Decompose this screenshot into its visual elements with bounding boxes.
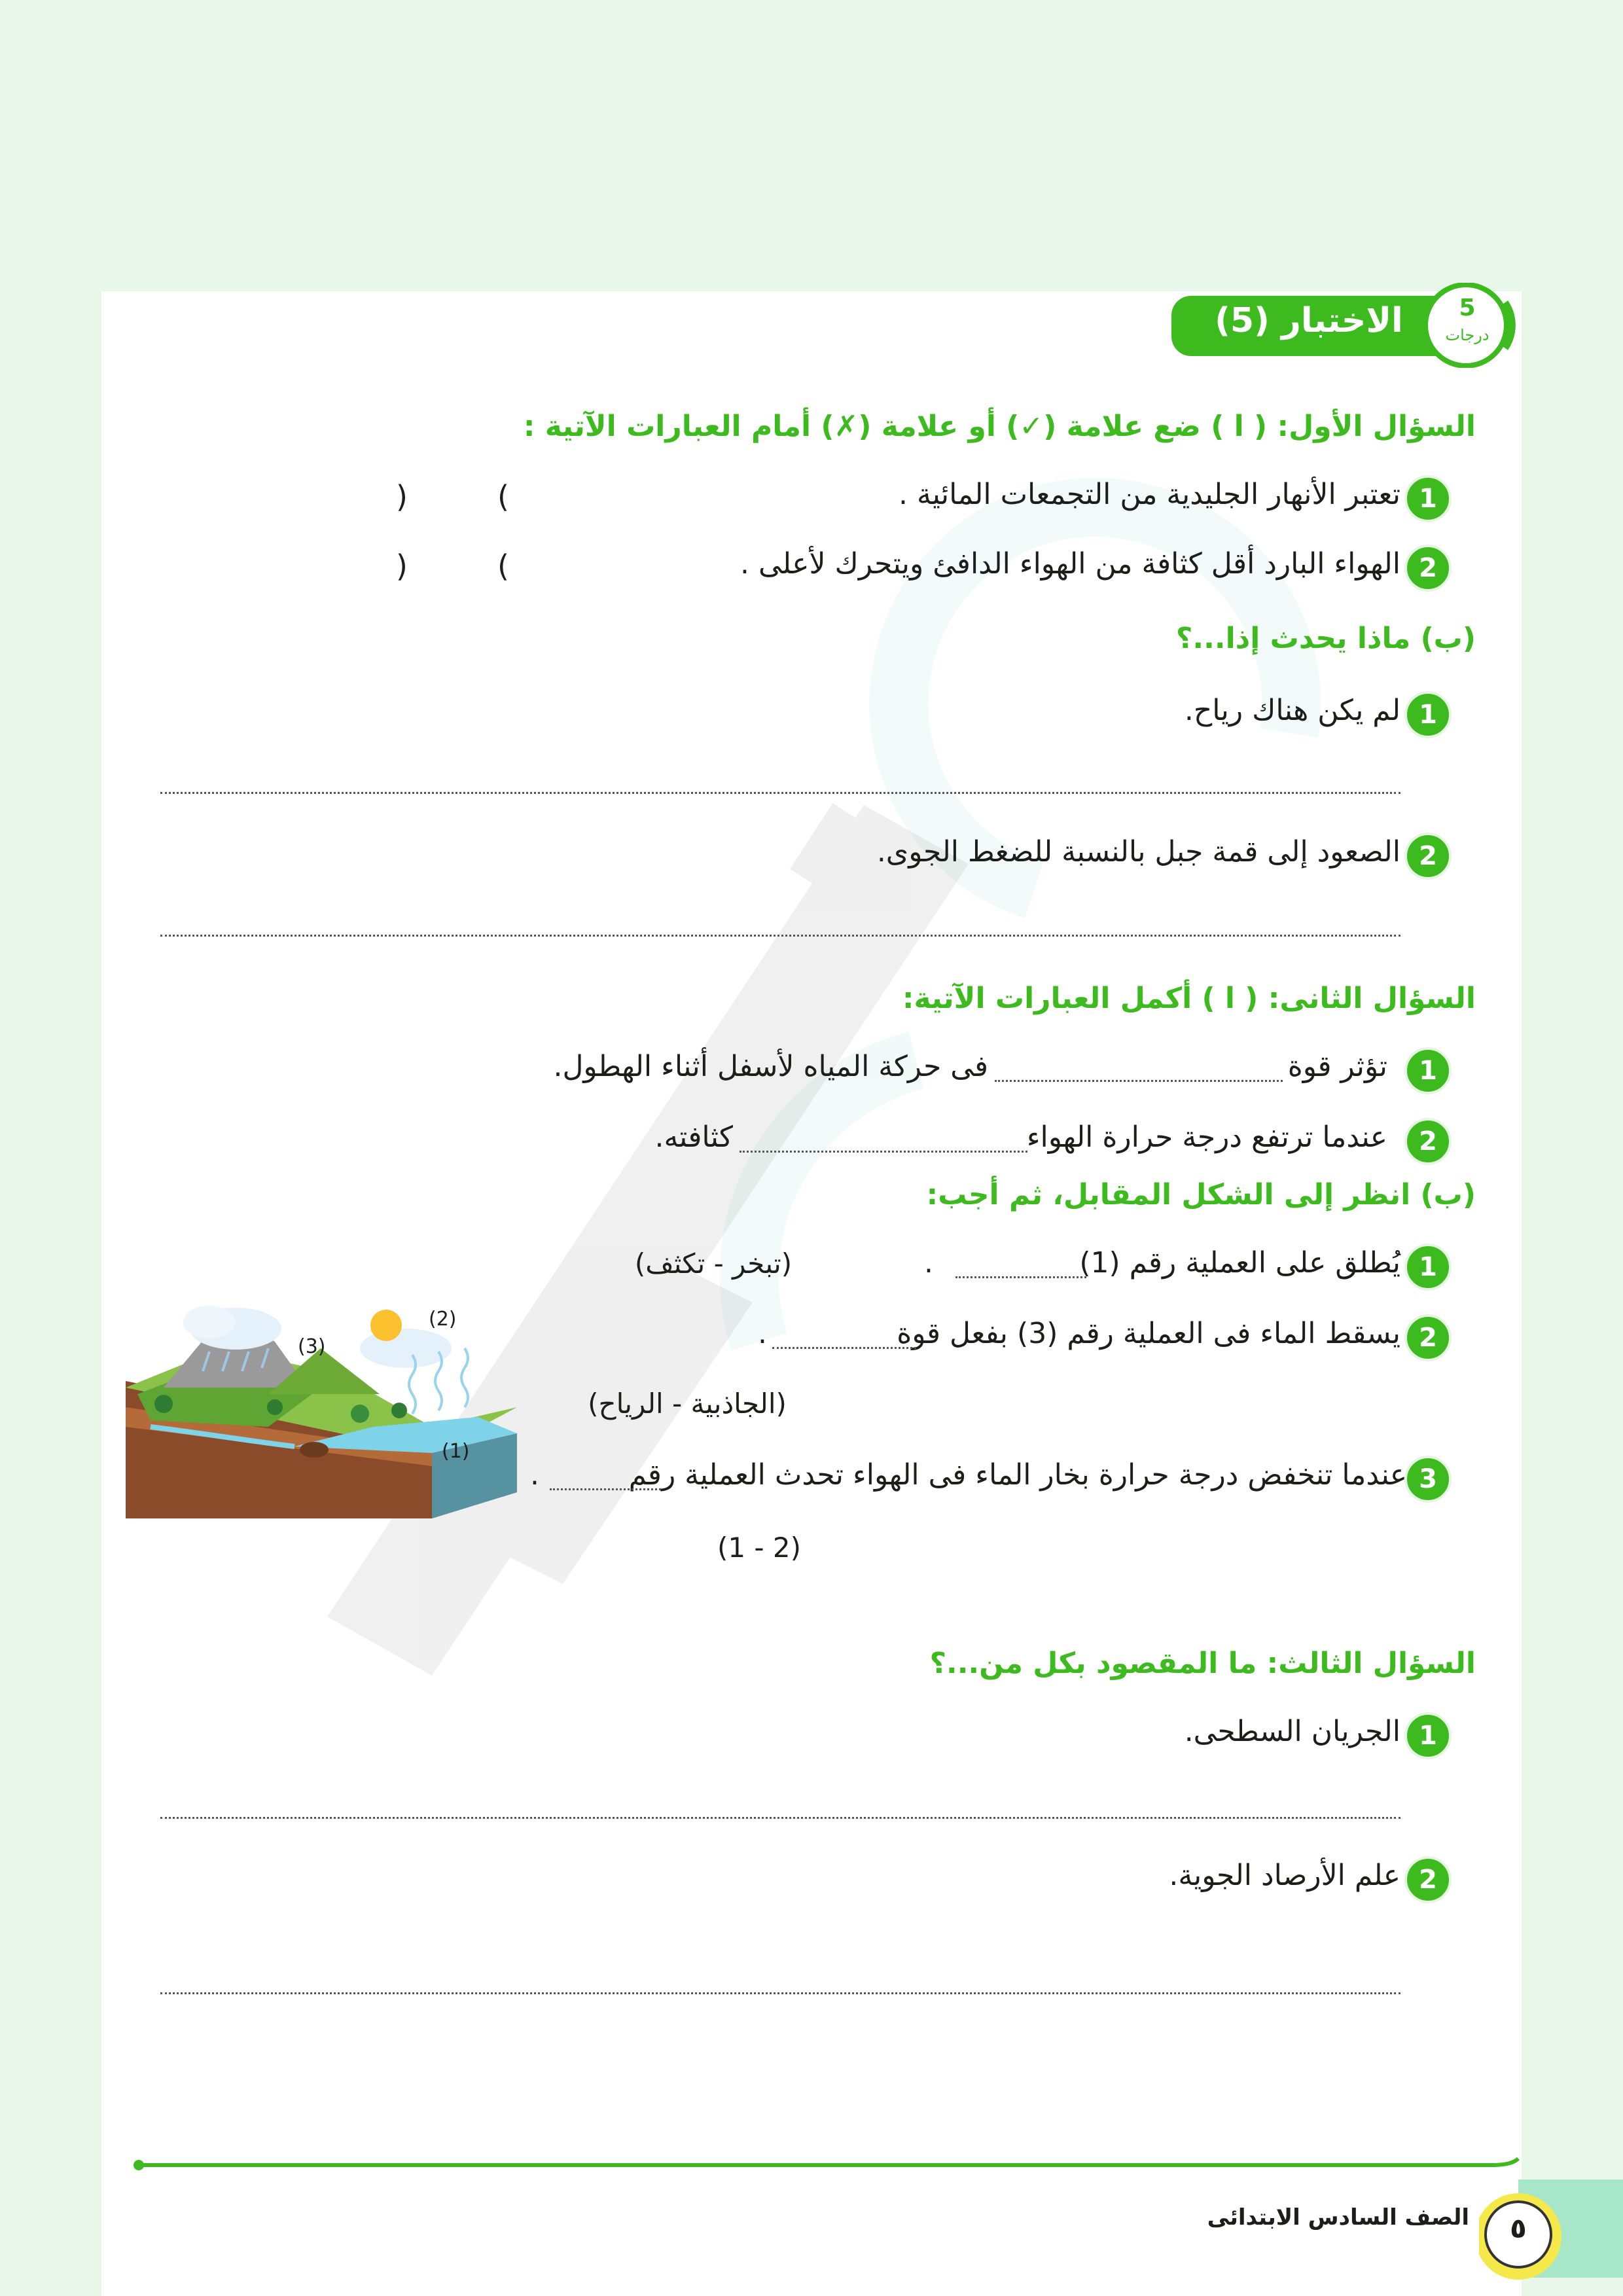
footer-rule	[131, 2153, 1544, 2173]
answer-bracket-open: (	[497, 548, 509, 584]
q2-b-item-1-text: يُطلق على العملية رقم (1)	[1079, 1246, 1400, 1280]
answer-bracket-close: )	[396, 479, 408, 514]
answer-line[interactable]	[160, 935, 1400, 937]
marks-unit: درجات	[1445, 326, 1489, 344]
q2-b-item-3-text: عندما تنخفض درجة حرارة بخار الماء فى الهواء تحدث العملية رقم	[628, 1458, 1407, 1492]
q2-b-item-2-text: يسقط الماء فى العملية رقم (3) بفعل قوة	[897, 1317, 1400, 1350]
fill-blank-line[interactable]	[995, 1080, 1283, 1082]
water-cycle-figure	[124, 1296, 530, 1525]
test-number: (5)	[1215, 301, 1270, 340]
q3-item-1-text: الجريان السطحى.	[1184, 1715, 1400, 1748]
q1-item-1-number: 1	[1404, 475, 1452, 522]
q3-item-2-number: 2	[1404, 1856, 1452, 1903]
q1-b-title: (ب) ماذا يحدث إذا...؟	[1175, 622, 1476, 655]
q2-b-item-2-end: .	[758, 1317, 767, 1350]
q2-b-item-3-number: 3	[1404, 1456, 1452, 1503]
fill-blank-line[interactable]	[740, 1151, 1027, 1153]
q2-item-1-number: 1	[1404, 1047, 1452, 1094]
q2-b-item-1-choices: (تبخر - تكثف)	[634, 1247, 793, 1280]
q1-b-item-2-number: 2	[1404, 833, 1452, 880]
grade-label: الصف السادس الابتدائى	[1207, 2204, 1469, 2231]
q2-item-2-pre: عندما ترتفع درجة حرارة الهواء	[1026, 1121, 1387, 1154]
q2-b-item-2-number: 2	[1404, 1314, 1452, 1361]
q2-b-item-1-number: 1	[1404, 1244, 1452, 1291]
figure-label-1: (1)	[442, 1440, 470, 1463]
q1-b-item-2-text: الصعود إلى قمة جبل بالنسبة للضغط الجوى.	[876, 835, 1400, 869]
fill-blank-line[interactable]	[955, 1276, 1086, 1278]
q2-b-title: (ب) انظر إلى الشكل المقابل، ثم أجب:	[926, 1178, 1476, 1211]
figure-label-3: (3)	[298, 1335, 326, 1358]
q3-item-1-number: 1	[1404, 1712, 1452, 1759]
q3-title: السؤال الثالث: ما المقصود بكل من...؟	[929, 1647, 1476, 1680]
answer-line[interactable]	[160, 1817, 1400, 1819]
q2-b-item-2-choices: (الجاذبية - الرياح)	[588, 1388, 787, 1420]
q2-b-item-1-end: .	[924, 1246, 933, 1280]
q1-item-2-number: 2	[1404, 545, 1452, 592]
page-number: ٥	[1510, 2212, 1527, 2244]
q2-item-1-pre: تؤثر قوة	[1287, 1050, 1387, 1083]
q1-item-1-text: تعتبر الأنهار الجليدية من التجمعات المائية .	[899, 478, 1400, 511]
q1-b-item-1-text: لم يكن هناك رياح.	[1184, 694, 1400, 727]
q3-item-2-text: علم الأرصاد الجوية.	[1169, 1859, 1400, 1892]
fill-blank-line[interactable]	[550, 1488, 661, 1490]
answer-bracket-close: )	[396, 548, 408, 584]
q2-title: السؤال الثانى: ( ا ) أكمل العبارات الآتية:	[902, 982, 1476, 1015]
q2-b-item-3-choices: (1 - 2)	[717, 1532, 802, 1564]
answer-line[interactable]	[160, 792, 1400, 794]
q1-title: السؤال الأول: ( ا ) ضع علامة (✓) أو علامة (✗) أمام العبارات الآتية :	[523, 410, 1476, 443]
figure-label-2: (2)	[429, 1308, 457, 1331]
marks-value: 5	[1459, 295, 1476, 321]
answer-bracket-open: (	[497, 479, 509, 514]
q2-item-1-post: فى حركة المياه لأسفل أثناء الهطول.	[553, 1050, 988, 1083]
test-title	[1204, 295, 1414, 347]
q1-b-item-1-number: 1	[1404, 691, 1452, 738]
q2-b-item-3-end: .	[530, 1458, 539, 1492]
answer-line[interactable]	[160, 1992, 1400, 1994]
test-title-word: الاختبار	[1281, 301, 1403, 340]
q2-item-2-number: 2	[1404, 1118, 1452, 1165]
q2-item-2-post: كثافته.	[654, 1121, 733, 1154]
worksheet-paper	[101, 291, 1522, 2296]
q1-item-2-text: الهواء البارد أقل كثافة من الهواء الدافئ ويتحرك لأعلى .	[740, 547, 1400, 581]
fill-blank-line[interactable]	[772, 1347, 916, 1349]
